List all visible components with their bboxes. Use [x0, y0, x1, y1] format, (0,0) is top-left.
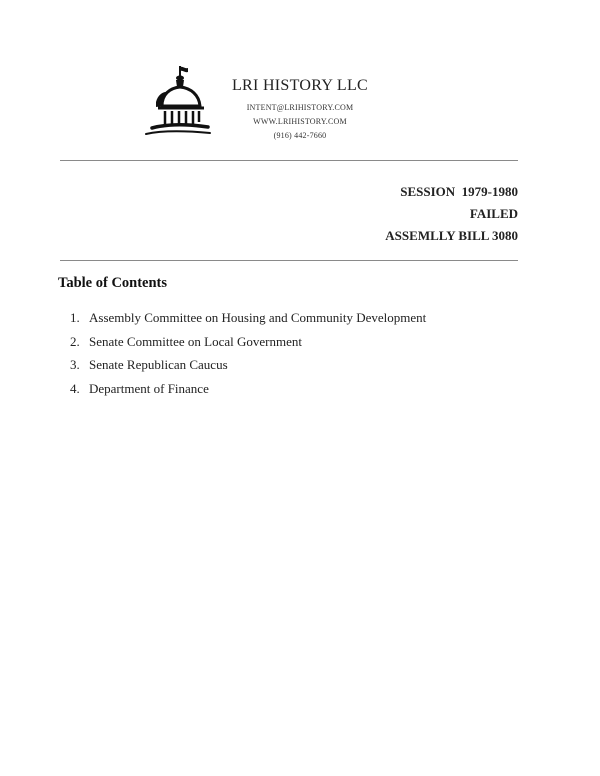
toc-item[interactable]: [70, 306, 426, 330]
toc-item-number: 2.: [70, 333, 80, 349]
bill-status: FAILED: [469, 206, 518, 221]
contact-phone: (916) 442-7660: [273, 131, 327, 140]
contact-website: WWW.LRIHISTORY.COM: [253, 117, 347, 126]
toc-item[interactable]: [70, 353, 426, 377]
toc-list: [70, 306, 426, 400]
toc-item-number: 1.: [70, 310, 80, 325]
toc-item-label: Senate Committee on Local Government: [89, 333, 302, 349]
toc-item-label: Assembly Committee on Housing and Community Development: [89, 310, 427, 325]
toc-heading: Table of Contents: [58, 275, 168, 291]
toc-item[interactable]: [70, 377, 426, 401]
company-name: LRI HISTORY LLC: [231, 77, 369, 94]
bill-info: [385, 181, 518, 247]
toc-item-label: Senate Republican Caucus: [89, 357, 228, 372]
header-divider: [60, 160, 518, 161]
contact-email: INTENT@LRIHISTORY.COM: [246, 103, 354, 112]
bill-name: ASSEMLLY BILL 3080: [385, 228, 518, 243]
company-header: [200, 76, 400, 143]
section-divider: [60, 260, 518, 261]
toc-item[interactable]: [70, 330, 426, 354]
toc-item-number: 3.: [70, 357, 80, 372]
toc-item-label: Department of Finance: [89, 380, 209, 396]
toc-item-number: 4.: [70, 380, 80, 396]
session-label: SESSION 1979-1980: [400, 184, 518, 199]
